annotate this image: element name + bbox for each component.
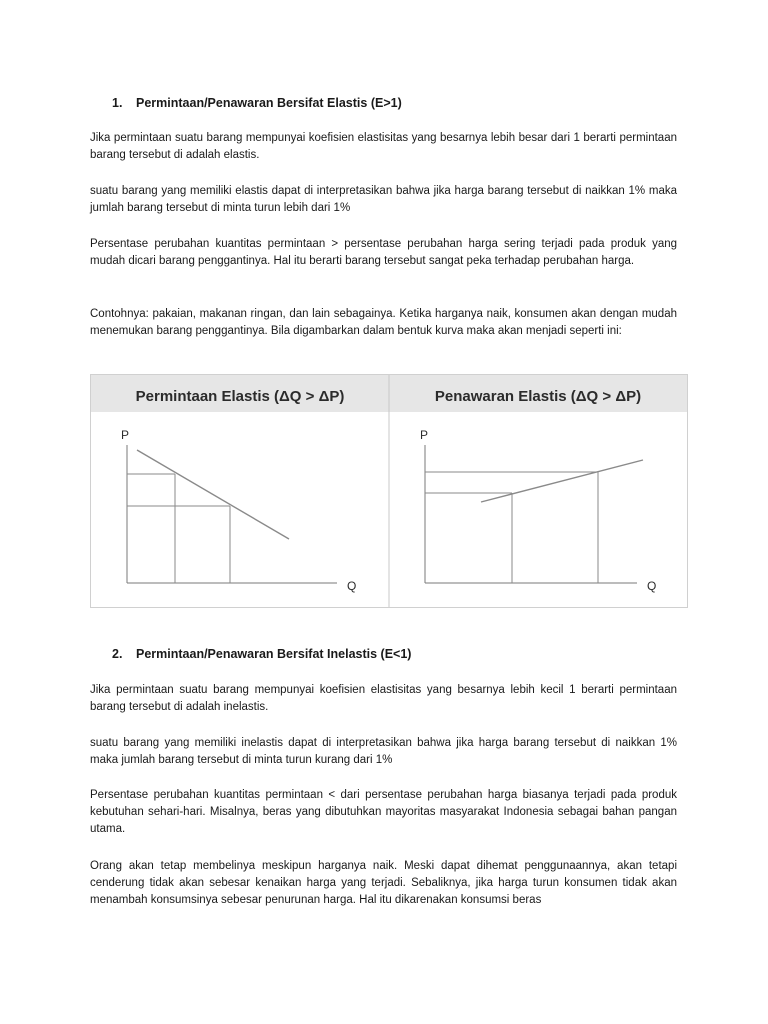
section-2-paragraph-3: Persentase perubahan kuantitas permintaan < dari persentase perubahan harga biasanya terjadi pada produk kebutuhan sehari-hari. Misalnya, beras yang dibutuhkan mayoritas masyarakat Indonesia sebagai bahan pangan utama.: [90, 789, 677, 835]
section-1-heading: [90, 95, 677, 111]
section-1-paragraph-4: Contohnya: pakaian, makanan ringan, dan lain sebagainya. Ketika harganya naik, konsumen akan dengan mudah menemukan barang penggantinya. Bila digambarkan dalam bentuk kurva maka akan menjadi seperti ini:: [90, 308, 677, 337]
left-p-axis-label: P: [121, 428, 130, 442]
section-2-paragraph-2-block: [90, 735, 677, 769]
section-2-heading: [90, 646, 677, 662]
right-q-axis-label: Q: [647, 579, 657, 593]
right-p-axis-label: P: [420, 428, 429, 442]
section-2-paragraph-1: Jika permintaan suatu barang mempunyai koefisien elastisitas yang besarnya lebih kecil 1 berarti permintaan barang tersebut di adalah inelastis.: [90, 684, 677, 713]
left-q-axis-label: Q: [347, 579, 357, 593]
right-panel-title: Penawaran Elastis (ΔQ > ΔP): [434, 388, 642, 405]
section-1-paragraph-2: suatu barang yang memiliki elastis dapat di interpretasikan bahwa jika harga barang tersebut di naikkan 1% maka jumlah barang tersebut di minta turun lebih dari 1%: [90, 185, 677, 214]
section-2-paragraph-3-block: [90, 787, 677, 837]
section-1-paragraph-3-block: [90, 236, 677, 270]
section-1-paragraph-4-block: [90, 306, 677, 340]
elasticity-figure: [90, 374, 688, 608]
section-2-title: Permintaan/Penawaran Bersifat Inelastis (E<1): [136, 647, 412, 661]
section-1: [90, 95, 677, 111]
section-2-paragraph-4: Orang akan tetap membelinya meskipun harganya naik. Meski dapat dihemat penggunaannya, akan tetapi cenderung tidak akan sebesar kenaikan harga yang terjadi. Sebaliknya, jika harga turun konsumen tidak akan menambah konsumsinya sebesar penurunan harga. Hal itu dikarenakan konsumsi beras: [90, 860, 677, 906]
right-supply-curve: [481, 460, 643, 502]
section-1-number: 1.: [112, 96, 123, 110]
section-1-paragraph-2-block: [90, 183, 677, 217]
left-panel-graph: [121, 428, 356, 593]
section-1-paragraph-1: Jika permintaan suatu barang mempunyai koefisien elastisitas yang besarnya lebih besar dari 1 berarti permintaan barang tersebut di adalah elastis.: [90, 132, 677, 161]
right-panel-graph: [420, 428, 656, 593]
section-2-paragraph-1-block: [90, 682, 677, 716]
section-2-paragraph-4-block: [90, 858, 677, 908]
elasticity-diagram: [91, 375, 687, 607]
section-2-number: 2.: [112, 647, 123, 661]
section-1-paragraph-3: Persentase perubahan kuantitas permintaan > persentase perubahan harga sering terjadi pada produk yang mudah dicari barang penggantinya. Hal itu berarti barang tersebut sangat peka terhadap perubahan harga.: [90, 238, 677, 267]
left-demand-curve: [137, 450, 289, 539]
section-1-paragraph-1-block: [90, 130, 677, 164]
section-1-title: Permintaan/Penawaran Bersifat Elastis (E>1): [136, 96, 402, 110]
section-2: [90, 646, 677, 662]
section-2-paragraph-2: suatu barang yang memiliki inelastis dapat di interpretasikan bahwa jika harga barang tersebut di naikkan 1% maka jumlah barang tersebut di minta turun kurang dari 1%: [90, 737, 677, 766]
left-panel-title: Permintaan Elastis (ΔQ > ΔP): [135, 388, 345, 405]
